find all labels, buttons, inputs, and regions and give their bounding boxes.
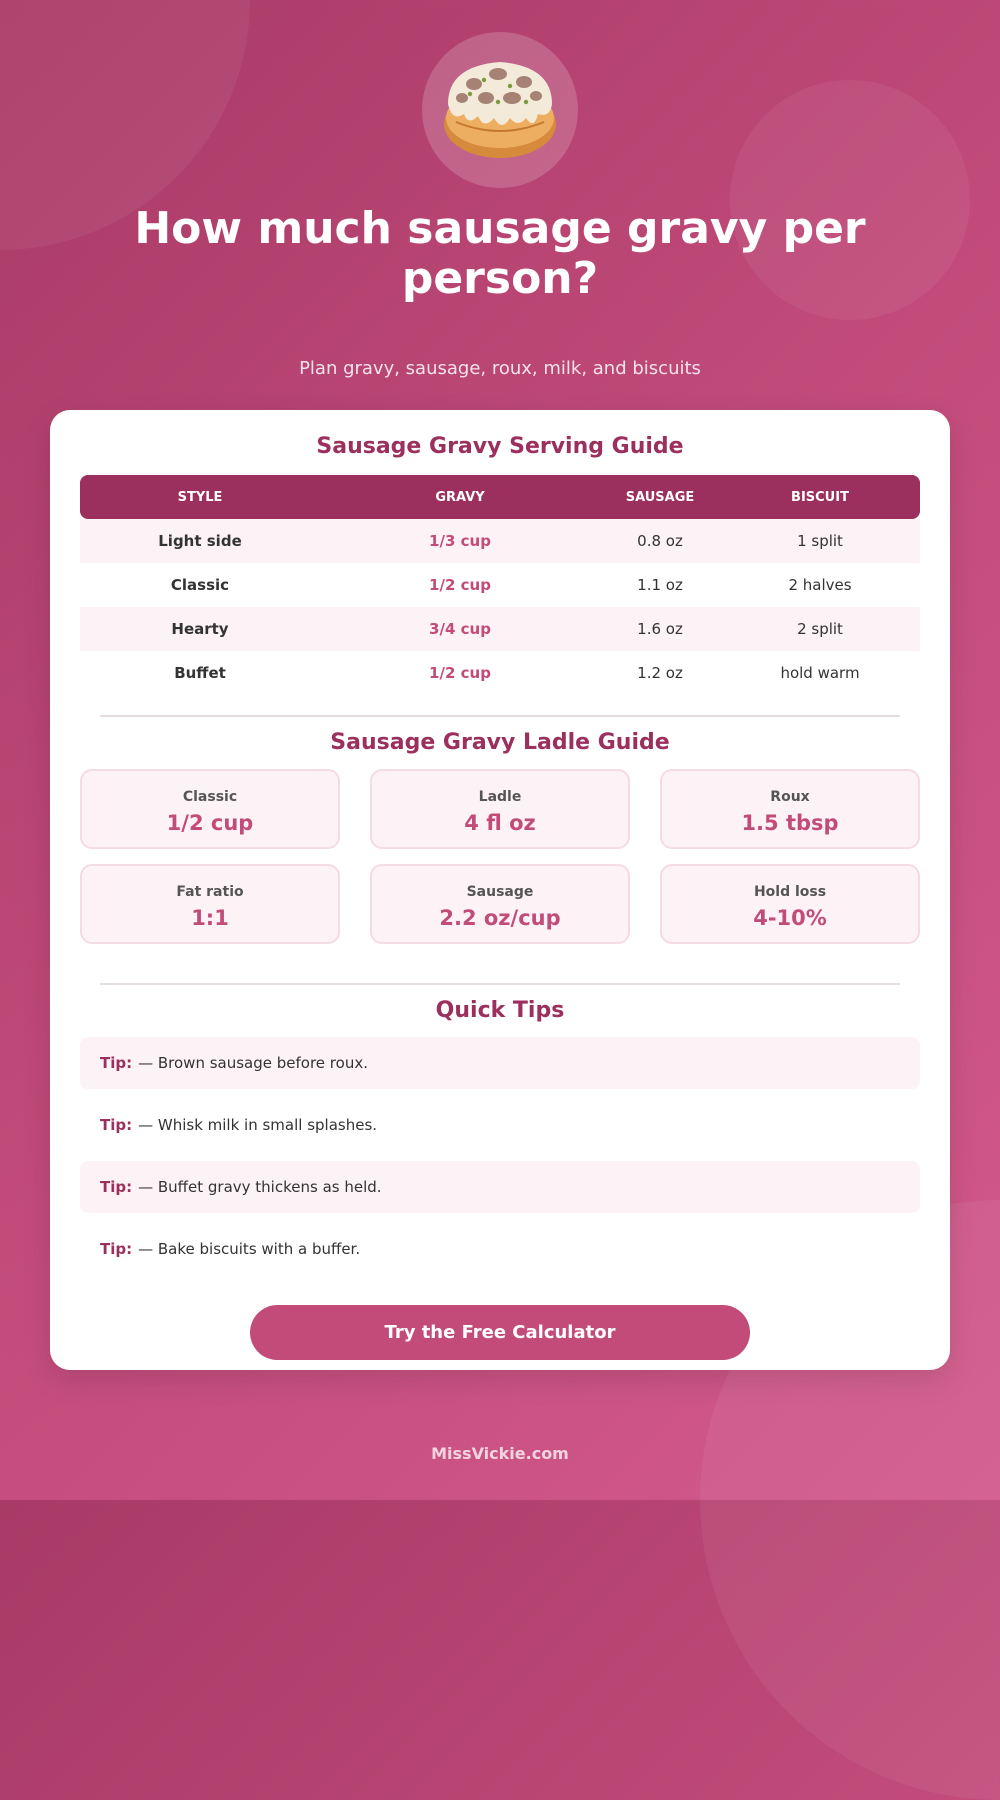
gravy-cell: 1/2 cup: [429, 664, 491, 682]
page-subtitle: Plan gravy, sausage, roux, milk, and biscuits: [299, 358, 701, 379]
content-card: [50, 410, 950, 1370]
biscuit-with-gravy-icon: [440, 56, 560, 166]
tip-label: Tip:: [100, 1054, 133, 1072]
stat-card-classic: [80, 769, 340, 849]
table-row: [80, 519, 920, 563]
stat-card-sausage: [370, 864, 630, 944]
hero-icon-badge: [422, 32, 578, 188]
style-cell: Buffet: [174, 664, 226, 682]
serving-guide-title: Sausage Gravy Serving Guide: [316, 434, 684, 459]
sausage-cell: 0.8 oz: [637, 532, 683, 550]
tip-item: [80, 1161, 920, 1213]
tip-item: [80, 1037, 920, 1089]
ladle-guide-grid: [80, 769, 920, 944]
stat-value: 1:1: [191, 906, 229, 930]
column-header-sausage: SAUSAGE: [625, 489, 695, 505]
stat-card-ladle: [370, 769, 630, 849]
stat-value: 1.5 tbsp: [741, 811, 839, 835]
section-divider: [100, 983, 900, 985]
serving-guide-table: [80, 475, 920, 695]
footer-brand: MissVickie.com: [431, 1444, 569, 1463]
gravy-cell: 3/4 cup: [429, 620, 491, 638]
stat-card-roux: [660, 769, 920, 849]
tip-label: Tip:: [100, 1116, 133, 1134]
quick-tips-list: [80, 1037, 920, 1285]
stat-label: Hold loss: [753, 884, 827, 900]
stat-value: 4-10%: [753, 906, 827, 930]
tip-label: Tip:: [100, 1240, 133, 1258]
stat-value: 1/2 cup: [166, 811, 254, 835]
column-header-gravy: GRAVY: [435, 489, 485, 505]
stat-label: Fat ratio: [176, 884, 244, 900]
stat-card-hold-loss: [660, 864, 920, 944]
column-header-style: STYLE: [177, 489, 223, 505]
stat-label: Roux: [770, 789, 810, 805]
gravy-cell: 1/3 cup: [429, 532, 491, 550]
table-row: [80, 607, 920, 651]
biscuit-cell: 2 split: [797, 620, 843, 638]
biscuit-cell: hold warm: [780, 664, 860, 682]
stat-value: 2.2 oz/cup: [439, 906, 561, 930]
tip-text: — Buffet gravy thickens as held.: [138, 1178, 382, 1196]
stat-label: Sausage: [466, 884, 534, 900]
style-cell: Hearty: [171, 620, 229, 638]
column-header-biscuit: BISCUIT: [791, 489, 849, 505]
gravy-cell: 1/2 cup: [429, 576, 491, 594]
tip-text: — Bake biscuits with a buffer.: [138, 1240, 361, 1258]
tip-item: [80, 1099, 920, 1151]
style-cell: Light side: [158, 532, 242, 550]
ladle-guide-title: Sausage Gravy Ladle Guide: [330, 730, 670, 755]
table-row: [80, 563, 920, 607]
stat-card-fat-ratio: [80, 864, 340, 944]
table-row: [80, 651, 920, 695]
free-calculator-button[interactable]: Try the Free Calculator: [250, 1305, 750, 1360]
section-divider: [100, 715, 900, 717]
sausage-cell: 1.2 oz: [637, 664, 683, 682]
stat-value: 4 fl oz: [464, 811, 536, 835]
sausage-cell: 1.6 oz: [637, 620, 683, 638]
tip-text: — Brown sausage before roux.: [138, 1054, 368, 1072]
style-cell: Classic: [170, 576, 230, 594]
stat-label: Classic: [182, 789, 238, 805]
sausage-cell: 1.1 oz: [637, 576, 683, 594]
table-header: [80, 475, 920, 519]
page-title: How much sausage gravy per person?: [134, 203, 866, 304]
stat-label: Ladle: [478, 789, 522, 805]
tip-text: — Whisk milk in small splashes.: [138, 1116, 378, 1134]
biscuit-cell: 1 split: [797, 532, 843, 550]
quick-tips-title: Quick Tips: [435, 998, 565, 1023]
tip-label: Tip:: [100, 1178, 133, 1196]
tip-item: [80, 1223, 920, 1275]
biscuit-cell: 2 halves: [788, 576, 852, 594]
